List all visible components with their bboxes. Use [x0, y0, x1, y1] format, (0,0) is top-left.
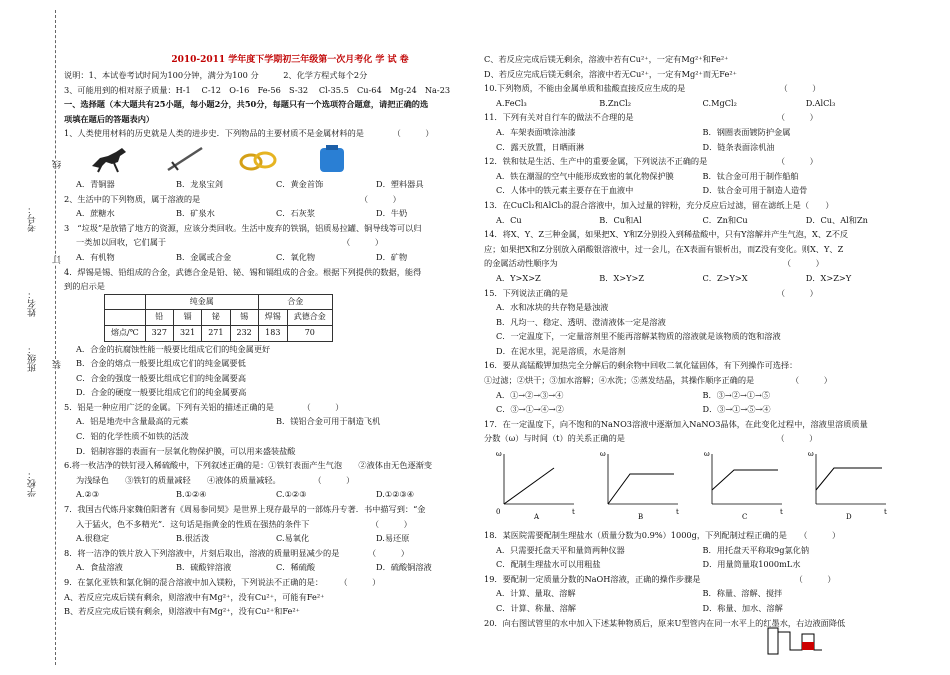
table-cell: 183: [258, 325, 287, 341]
q10-option-d[interactable]: D.AlCl₃: [805, 97, 836, 108]
table-cell: 271: [202, 325, 230, 341]
q13-option-b[interactable]: B．Cu和Al: [599, 214, 642, 225]
q12-option-d[interactable]: D．钛合金可用于制造人造骨: [702, 185, 808, 196]
question-4-cont: 到的启示是: [64, 281, 105, 292]
q8-option-c[interactable]: C．稀硫酸: [276, 562, 316, 573]
q4-option-c[interactable]: C．合金的强度一般要比组成它们的纯金属要高: [76, 372, 247, 383]
table-group-pure-metal: 纯金属: [145, 294, 258, 310]
table-col-header: 锡: [230, 310, 258, 326]
question-4: 4．焊锡是锡、铅组成的合金，武德合金是铅、铋、锡和镉组成的合金。根据下列提供的数据，能得: [64, 266, 422, 277]
q9-option-b[interactable]: B、若反应完成后镁有剩余，则溶液中有Mg²⁺，没有Cu²⁺和Fe²⁺: [64, 606, 301, 617]
question-14-cont2: 的金属活动性顺序为 （ ）: [484, 258, 824, 269]
section-heading: 一、选择题（本大题共有25小题，每小题2分，共50分，每题只有一个选项符合题意，请把正确的选: [64, 99, 429, 110]
question-5: 5．铝是一种应用广泛的金属。下列有关铝的描述正确的是 （ ）: [64, 401, 344, 412]
question-20: 20．向右图试管里的水中加入下述某种物质后，原来U型管内在同一水平上的红墨水，右边液面降低: [484, 617, 846, 628]
q15-option-b[interactable]: B．凡均一、稳定、透明、澄清液体一定是溶液: [496, 316, 666, 327]
q14-option-d[interactable]: D．X>Z>Y: [805, 272, 852, 283]
table-row-label: 熔点/℃: [105, 325, 146, 341]
table-col-header: 铋: [202, 310, 230, 326]
q18-option-d[interactable]: D．用量筒量取1000mL水: [702, 559, 801, 570]
sword-icon: [162, 144, 206, 174]
q15-option-c[interactable]: C．一定温度下，一定量溶剂里不能再溶解某物质的溶液就是该物质的饱和溶液: [496, 331, 781, 342]
graph-b-y-axis-label: ω: [600, 450, 606, 459]
q10-option-a[interactable]: A.FeCl₃: [496, 97, 527, 108]
gold-jewelry-icon: [236, 144, 280, 174]
question-15: 15．下列说法正确的是 （ ）: [484, 287, 818, 298]
q9-option-d[interactable]: D、若反应完成后镁无剩余，溶液中若无Cu²⁺，一定有Mg²⁺而无Fe²⁺: [484, 68, 737, 79]
q14-option-c[interactable]: C．Z>Y>X: [702, 272, 748, 283]
q13-option-c[interactable]: C．Zn和Cu: [702, 214, 748, 225]
q11-options-ab: [484, 125, 909, 140]
table-col-header: 铅: [145, 310, 173, 326]
graph-b[interactable]: [598, 446, 684, 520]
q14-option-a[interactable]: A．Y>X>Z: [496, 272, 541, 283]
q3-options: [64, 250, 476, 265]
q6-option-c[interactable]: C.①②③: [276, 489, 307, 500]
q16-option-b[interactable]: B．③→②→①→⑤: [702, 389, 771, 400]
table-col-header: 焊锡: [258, 310, 287, 326]
graph-a[interactable]: [494, 446, 580, 520]
question-1: 1、人类使用材料的历史就是人类的进步史．下列物品的主要材质不是金属材料的是 （ ）: [64, 128, 434, 139]
q2-option-c[interactable]: C．石灰浆: [276, 208, 316, 219]
q6-option-b[interactable]: B.①②④: [176, 489, 207, 500]
q14-options: [484, 271, 909, 286]
q7-option-a[interactable]: A.很稳定: [76, 533, 110, 544]
graph-c[interactable]: [702, 446, 788, 520]
q3-option-b[interactable]: B．金属或合金: [176, 251, 232, 262]
q12-option-a[interactable]: A．铁在潮湿的空气中能形成致密的氧化物保护膜: [496, 170, 674, 181]
q8-options: [64, 560, 476, 575]
q8-option-d[interactable]: D．硫酸铜溶液: [376, 562, 432, 573]
q10-option-b[interactable]: B.ZnCl₂: [599, 97, 631, 108]
q18-option-a[interactable]: A．只需要托盘天平和量筒两种仪器: [496, 544, 625, 555]
q7-option-b[interactable]: B.很活泼: [176, 533, 210, 544]
q7-options: [64, 531, 476, 546]
q2-option-a[interactable]: A．蔗糖水: [76, 208, 115, 219]
q11-option-a[interactable]: A．车架表面喷涂油漆: [496, 126, 576, 137]
question-6: 6.将一枚洁净的铁钉浸入稀硫酸中，下列叙述正确的是：①铁钉表面产生气泡 ②液体由无色逐渐变: [64, 460, 433, 471]
question-3: 3 “垃圾”是放错了地方的资源，应该分类回收。生活中废弃的铁锅，铝质易拉罐、铜导线等可以归: [64, 222, 422, 233]
q19-option-b[interactable]: B．称量、溶解、搅拌: [702, 588, 783, 599]
q3-option-a[interactable]: A．有机物: [76, 251, 115, 262]
question-7: 7．我国古代炼丹家魏伯阳著有《周易参同契》是世界上现存最早的一部炼丹专著．书中描写到：“金: [64, 504, 426, 515]
q3-option-c[interactable]: C．氧化物: [276, 251, 316, 262]
table-blank: [105, 310, 146, 326]
graph-d-y-axis-label: ω: [808, 450, 814, 459]
exam-number-label: 考号：: [28, 205, 38, 232]
question-12: 12．铁和钛是生活、生产中的重要金属，下列说法不正确的是 （ ）: [484, 156, 818, 167]
q19-options-cd: [484, 601, 909, 616]
bronze-horse-icon: [88, 144, 132, 174]
q6-option-a[interactable]: A.②③: [76, 489, 100, 500]
graph-d[interactable]: [806, 446, 892, 520]
q8-option-b[interactable]: B．硫酸锌溶液: [176, 562, 232, 573]
q8-option-a[interactable]: A．食盐溶液: [76, 562, 123, 573]
q19-option-d[interactable]: D．称量、加水、溶解: [702, 603, 783, 613]
q6-options: [64, 487, 476, 502]
question-16-cont: ①过滤；②烘干；③加水溶解；④水洗；⑤蒸发结晶，其操作顺序正确的是 （ ）: [484, 375, 832, 386]
q1-images: [64, 141, 476, 177]
right-column: [484, 52, 909, 630]
q7-option-c[interactable]: C.易氧化: [276, 533, 310, 544]
graph-c-y-axis-label: ω: [704, 450, 710, 459]
graph-d-label: D: [846, 513, 852, 521]
table-cell: 327: [145, 325, 173, 341]
table-group-alloy: 合金: [258, 294, 332, 310]
question-18: 18．某医院需要配制生理盐水（质量分数为0.9%）1000g，下列配制过程正确的是 （ ）: [484, 530, 841, 541]
q16-option-d[interactable]: D．③→①→⑤→④: [702, 404, 771, 415]
table-col-header: 镉: [173, 310, 201, 326]
question-17: 17．在一定温度下，向不饱和的NaNO3溶液中逐渐加入NaNO3晶体，在此变化过程中，溶液里溶质质量: [484, 418, 868, 429]
q19-option-c[interactable]: C．计算、称量、溶解: [496, 603, 576, 613]
q7-option-d[interactable]: D.易还原: [376, 533, 410, 544]
graph-a-origin: 0: [496, 508, 501, 517]
class-label: 班级：: [28, 345, 38, 372]
q13-options: [484, 213, 909, 228]
table-col-header: 武德合金: [287, 310, 332, 326]
plastic-bucket-icon: [310, 144, 354, 174]
question-6-cont: 为浅绿色 ③铁钉的质量减轻 ④液体的质量减轻。 （ ）: [76, 474, 355, 485]
table-cell: 321: [173, 325, 201, 341]
question-16: 16．要从高锰酸钾加热完全分解后的剩余物中回收二氧化锰固体，有下列操作可选择：: [484, 360, 798, 371]
q16-option-c[interactable]: C．③→①→④→②: [496, 404, 564, 415]
q17-graphs: [484, 446, 909, 528]
q1-option-c[interactable]: C．黄金首饰: [276, 178, 324, 189]
q5-option-c[interactable]: C．铝的化学性质不如铁的活泼: [76, 431, 189, 442]
name-label: 姓名：: [28, 290, 38, 317]
q12-options-cd: [484, 183, 909, 198]
graph-a-x-axis-label: t: [572, 508, 575, 517]
q10-options: [484, 96, 909, 111]
melting-point-table: [104, 294, 333, 342]
q4-option-d[interactable]: D．合金的硬度一般要比组成它们的纯金属要高: [76, 387, 247, 398]
graph-c-x-axis-label: t: [780, 508, 783, 517]
q4-option-a[interactable]: A．合金的抗腐蚀性能一般要比组成它们的纯金属更好: [76, 343, 271, 354]
q1-option-d[interactable]: D．塑料器具: [376, 178, 424, 189]
q13-option-d[interactable]: D．Cu、Al和Zn: [805, 214, 868, 225]
question-17-cont: 分数（ω）与时间（t）的关系正确的是 （ ）: [484, 433, 818, 444]
q13-option-a[interactable]: A．Cu: [496, 214, 522, 225]
q11-option-b[interactable]: B．钢圈表面镀防护金属: [702, 126, 791, 137]
binding-mark-xian: 线: [53, 160, 63, 169]
q1-options: [64, 177, 476, 192]
q2-option-d[interactable]: D．牛奶: [376, 208, 408, 219]
q11-option-d[interactable]: D．链条表面涂机油: [702, 141, 775, 152]
school-label: 学校：: [28, 470, 38, 497]
q12-options-ab: [484, 169, 909, 184]
question-10: 10.下列物质，不能由金属单质和盐酸直接反应生成的是 （ ）: [484, 83, 821, 94]
graph-a-label: A: [534, 513, 540, 521]
q9-option-c[interactable]: C、若反应完成后镁无剩余，溶液中若有Cu²⁺，一定有Mg²⁺和Fe²⁺: [484, 54, 729, 64]
question-14: 14．将X、Y、Z三种金属，如果把X、Y和Z分别投入到稀盐酸中，只有Y溶解并产生气泡，X、Z不反: [484, 229, 849, 240]
q11-option-c[interactable]: C．露天放置，日晒雨淋: [496, 141, 585, 152]
table-cell: 70: [287, 325, 332, 341]
q5-option-d[interactable]: D．铝制容器的表面有一层氧化物保护膜，可以用来盛装盐酸: [76, 445, 296, 456]
binding-dashed-line: [55, 10, 56, 665]
q19-options-ab: [484, 586, 909, 601]
q6-option-d[interactable]: D.①②③④: [376, 489, 415, 500]
q15-option-d[interactable]: D．在泥水里，泥是溶质，水是溶剂: [496, 345, 626, 356]
question-19: 19．要配制一定质量分数的NaOH溶液，正确的操作步骤是 （ ）: [484, 573, 836, 584]
q19-option-a[interactable]: A．计算、量取、溶解: [496, 588, 576, 599]
question-3-cont: 一类加以回收，它们属于 （ ）: [76, 237, 384, 248]
graph-b-x-axis-label: t: [676, 508, 679, 517]
instructions-line-1: 说明：1、本试卷考试时间为100分钟，满分为100 分 2、化学方程式每个2分: [64, 70, 368, 80]
question-11: 11．下列有关对自行车的做法不合理的是 （ ）: [484, 112, 818, 123]
section-heading-cont: 项填在题后的答题表内）: [64, 113, 155, 124]
q2-option-b[interactable]: B．矿泉水: [176, 208, 215, 219]
q16-options-ab: [484, 388, 909, 403]
q16-option-a[interactable]: A．①→②→③→④: [496, 389, 564, 400]
q5-option-a[interactable]: A．铝是地壳中含量最高的元素: [76, 416, 189, 427]
q11-options-cd: [484, 140, 909, 155]
q18-options-ab: [484, 543, 909, 558]
graph-d-x-axis-label: t: [884, 508, 887, 517]
exam-title: 2010-2011 学年度下学期初三年级第一次月考化 学 试 卷: [171, 55, 409, 65]
question-9: 9．在氯化亚铁和氯化铜的混合溶液中加入镁粉，下列说法不正确的是： （ ）: [64, 577, 381, 587]
binding-margin: [0, 0, 62, 675]
graph-a-y-axis-label: ω: [496, 450, 502, 459]
q5-option-b[interactable]: B．镁铝合金可用于制造飞机: [276, 416, 381, 427]
question-14-cont: 应；如果把X和Z分别放入硝酸银溶液中，过一会儿，在X表面有银析出，而Z没有变化。则X、Y、Z: [484, 243, 844, 254]
q4-option-b[interactable]: B．合金的熔点一般要比组成它们的纯金属要低: [76, 358, 246, 369]
instructions-line-2: 3、可能用到的相对原子质量：H-1 C-12 O-16 Fe-56 S-32 Cl-35.5 Cu-64 Mg-24 Na-23: [64, 84, 451, 95]
q16-options-cd: [484, 402, 909, 417]
question-8: 8．将一洁净的铁片放入下列溶液中，片刻后取出，溶液的质量明显减少的是 （ ）: [64, 547, 409, 558]
table-cell: 232: [230, 325, 258, 341]
left-column: [64, 68, 476, 619]
binding-mark-ding: 订: [53, 255, 63, 264]
q15-option-a[interactable]: A．水和冰块的共存物是悬浊液: [496, 302, 609, 313]
q1-option-b[interactable]: B．龙泉宝剑: [176, 178, 223, 189]
q12-option-b[interactable]: B．钛合金可用于制作船舶: [702, 170, 799, 181]
q1-option-a[interactable]: A．青铜器: [76, 178, 115, 189]
q14-option-b[interactable]: B．X>Y>Z: [599, 272, 645, 283]
q5-options-ab: [64, 414, 476, 429]
q2-options: [64, 206, 476, 221]
q18-options-cd: [484, 557, 909, 572]
u-tube-apparatus-icon: [760, 620, 830, 660]
table-corner: [105, 294, 146, 310]
q18-option-b[interactable]: B．用托盘天平称取9g氯化钠: [702, 544, 810, 555]
binding-mark-zhuang: 装: [53, 360, 63, 369]
q12-option-c[interactable]: C．人体中的铁元素主要存在于血液中: [496, 185, 634, 196]
q9-option-a[interactable]: A、若反应完成后镁有剩余，则溶液中有Mg²⁺，没有Cu²⁺，可能有Fe²⁺: [64, 591, 325, 602]
q18-option-c[interactable]: C．配制生理盐水可以用粗盐: [496, 559, 601, 570]
graph-b-label: B: [638, 513, 644, 521]
question-7-cont: 入于猛火，色不多精光”．这句话是指黄金的性质在强热的条件下 （ ）: [76, 518, 412, 529]
q10-option-c[interactable]: C.MgCl₂: [702, 97, 737, 108]
question-2: 2、生活中的下列物质，属于溶液的是 （ ）: [64, 193, 401, 204]
graph-c-label: C: [742, 513, 748, 521]
q3-option-d[interactable]: D．矿物: [376, 251, 408, 262]
question-13: 13．在CuCl₂和AlCl₃的混合溶液中，加入过量的锌粉，充分反应后过滤，留在滤纸上是（ ）: [484, 199, 834, 210]
